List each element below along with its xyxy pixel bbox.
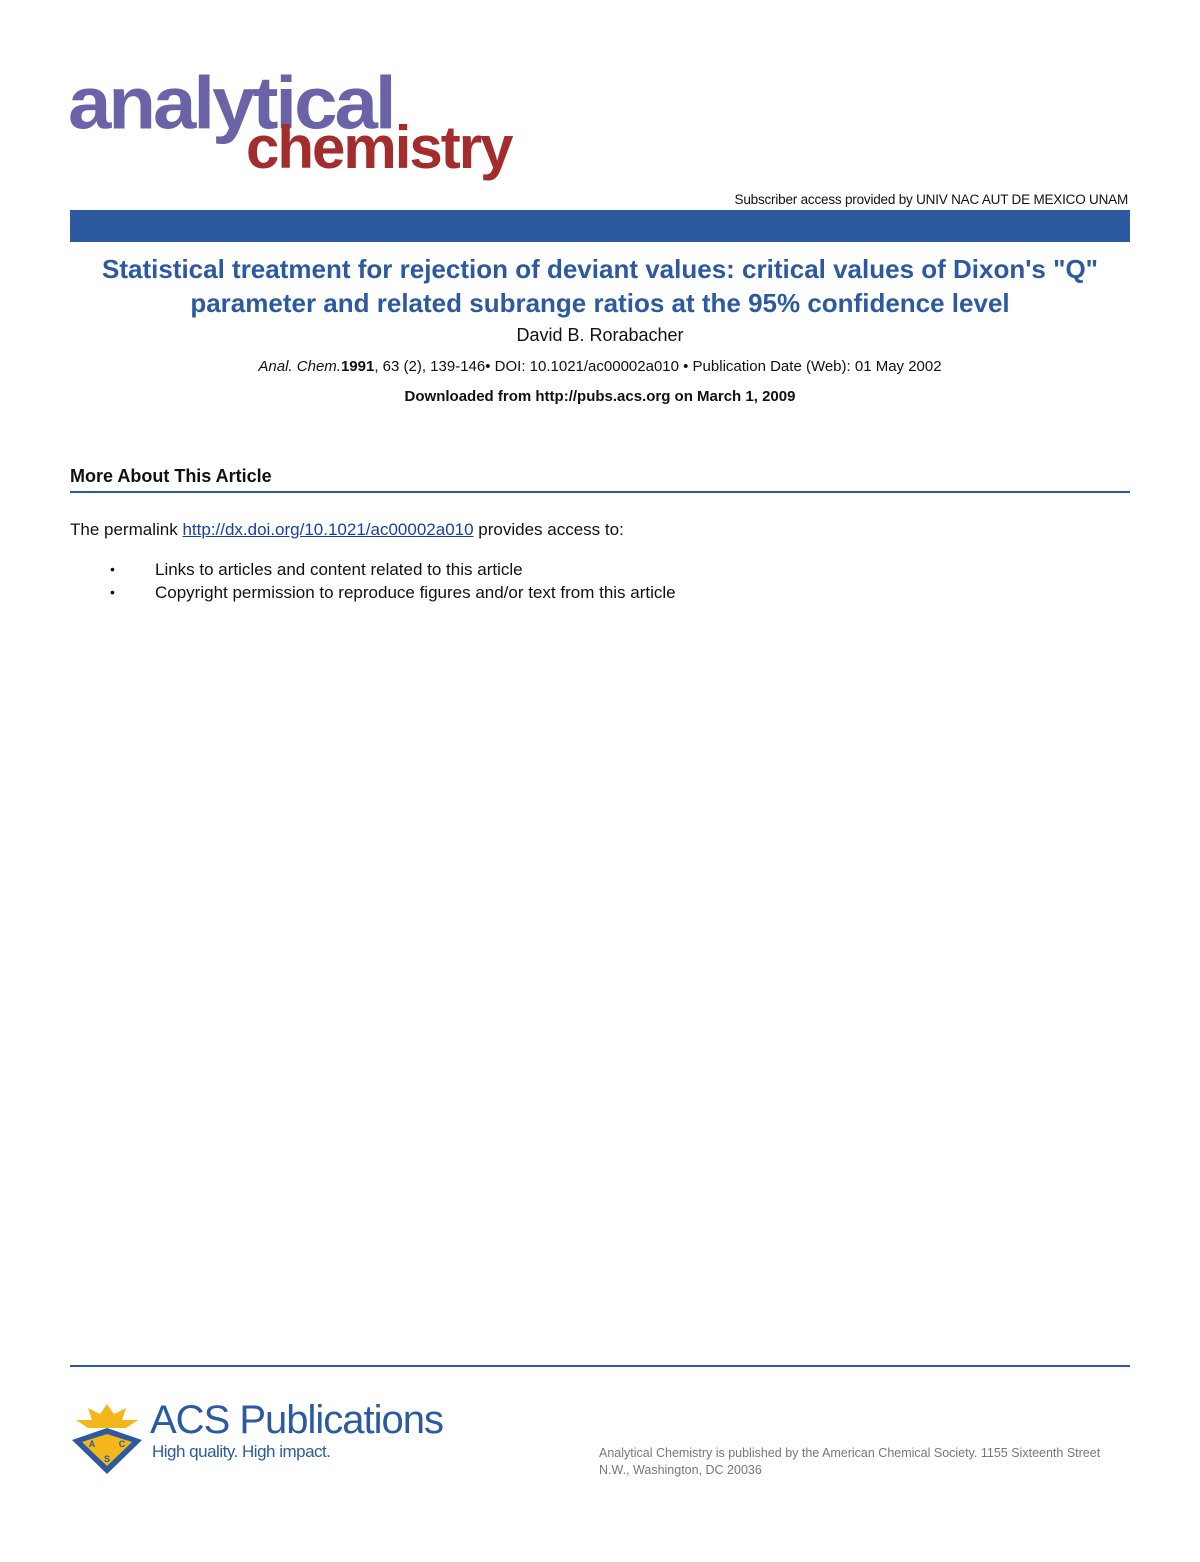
bullet-icon: • bbox=[110, 561, 115, 577]
citation-details: , 63 (2), 139-146• DOI: 10.1021/ac00002a010 • Publication Date (Web): 01 May 2002 bbox=[374, 358, 942, 375]
permalink-suffix: provides access to: bbox=[473, 520, 624, 539]
logo-word-analytical: analytical bbox=[68, 61, 394, 145]
download-note: Downloaded from http://pubs.acs.org on March 1, 2009 bbox=[404, 388, 796, 405]
emblem-letter-s: S bbox=[103, 1454, 111, 1464]
header-bar bbox=[70, 210, 1130, 242]
access-list bbox=[110, 558, 676, 604]
section-heading: More About This Article bbox=[70, 466, 272, 486]
acs-brand-name: ACS Publications bbox=[150, 1398, 444, 1442]
list-item-text: Copyright permission to reproduce figures and/or text from this article bbox=[155, 583, 676, 602]
citation-year: 1991 bbox=[340, 358, 375, 375]
publisher-note: Analytical Chemistry is published by the American Chemical Society. 1155 Sixteenth Street N.W., Washington, DC 20036 bbox=[599, 1446, 1101, 1477]
permalink-sentence bbox=[70, 520, 624, 540]
permalink-prefix: The permalink bbox=[70, 520, 183, 539]
list-item bbox=[110, 558, 676, 581]
article-title: Statistical treatment for rejection of deviant values: critical values of Dixon's "Q" parameter and related subrange ratios at the 95% confidence level bbox=[101, 254, 1098, 318]
article-citation bbox=[70, 358, 1130, 375]
acs-emblem-icon bbox=[70, 1400, 145, 1475]
citation-journal: Anal. Chem. bbox=[258, 358, 341, 375]
acs-tagline: High quality. High impact. bbox=[152, 1442, 331, 1461]
journal-logo bbox=[68, 61, 548, 186]
subscriber-access-note: Subscriber access provided by UNIV NAC AUT DE MEXICO UNAM bbox=[734, 192, 1128, 207]
emblem-letter-a: A bbox=[88, 1439, 96, 1449]
section-divider bbox=[70, 491, 1130, 493]
article-author: David B. Rorabacher bbox=[516, 325, 684, 345]
list-item-text: Links to articles and content related to this article bbox=[155, 560, 523, 579]
emblem-letter-c: C bbox=[118, 1439, 126, 1449]
logo-word-chemistry: chemistry bbox=[246, 114, 512, 181]
list-item bbox=[110, 581, 676, 604]
footer-divider bbox=[70, 1365, 1130, 1367]
bullet-icon: • bbox=[110, 584, 115, 600]
permalink-link[interactable]: http://dx.doi.org/10.1021/ac00002a010 bbox=[182, 520, 474, 539]
